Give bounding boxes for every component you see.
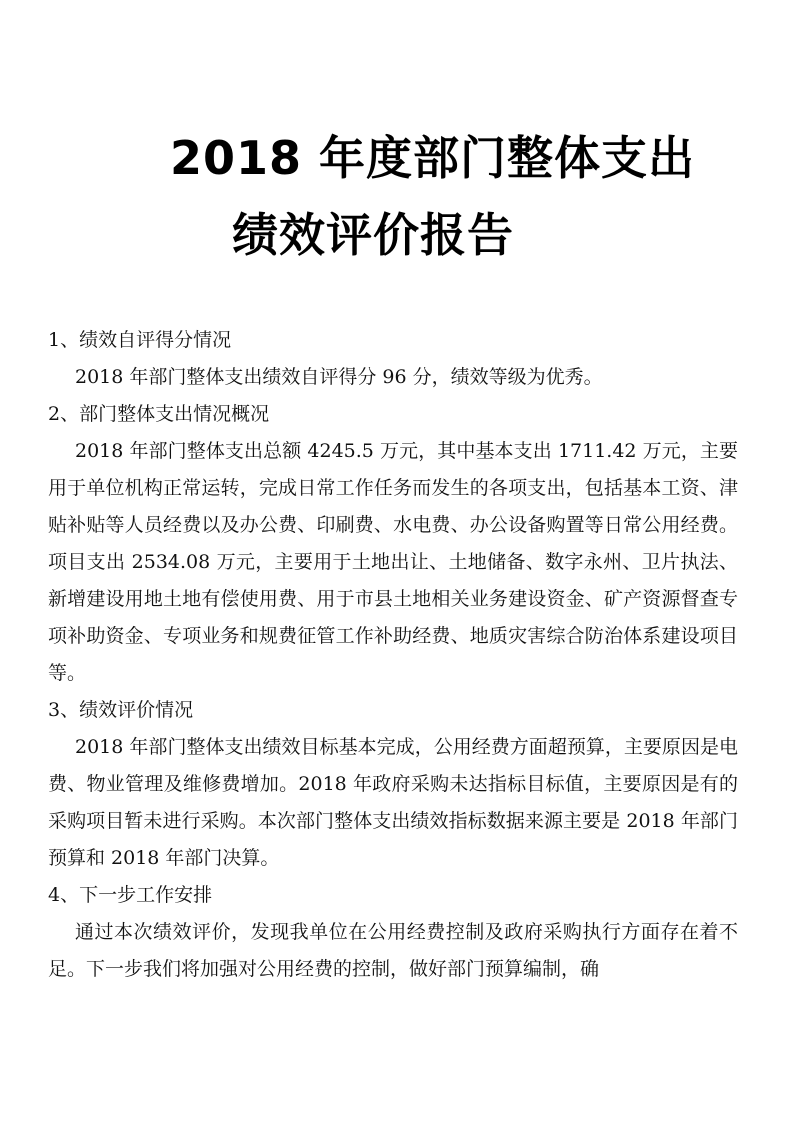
section-paragraph-score: 2018 年部门整体支出绩效自评得分 96 分，绩效等级为优秀。 bbox=[75, 366, 603, 388]
section-heading-score: 1、绩效自评得分情况 bbox=[48, 329, 232, 351]
report-body bbox=[48, 322, 738, 988]
section-heading-next-steps: 4、下一步工作安排 bbox=[48, 884, 213, 906]
section-heading-overview: 2、部门整体支出情况概况 bbox=[48, 403, 270, 425]
report-title-line-1: 2018 年度部门整体支出 bbox=[170, 131, 696, 185]
section-paragraph-evaluation: 2018 年部门整体支出绩效目标基本完成，公用经费方面超预算，主要原因是电费、物业管理及维修费增加。2018 年政府采购未达指标目标值，主要原因是有的采购项目暂未进行采购。本次部门整体支出绩效指标数据来源主要是 2018 年部门预算和 2018 年部门决算。 bbox=[48, 736, 738, 869]
section-paragraph-next-steps: 通过本次绩效评价，发现我单位在公用经费控制及政府采购执行方面存在着不足。下一步我们将加强对公用经费的控制，做好部门预算编制，确 bbox=[48, 921, 738, 980]
report-title-line-2: 绩效评价报告 bbox=[232, 208, 514, 262]
section-heading-evaluation: 3、绩效评价情况 bbox=[48, 699, 194, 721]
section-paragraph-overview: 2018 年部门整体支出总额 4245.5 万元，其中基本支出 1711.42 万元，主要用于单位机构正常运转，完成日常工作任务而发生的各项支出，包括基本工资、津贴补贴等人员经费以及办公费、印刷费、水电费、办公设备购置等日常公用经费。项目支出 2534.08 万元，主要用于土地出让、土地储备、数字永州、卫片执法、新增建设用地土地有偿使用费、用于市县土地相关业务建设资金、矿产资源督查专项补助资金、专项业务和规费征管工作补助经费、地质灾害综合防治体系建设项目等。 bbox=[48, 440, 738, 684]
